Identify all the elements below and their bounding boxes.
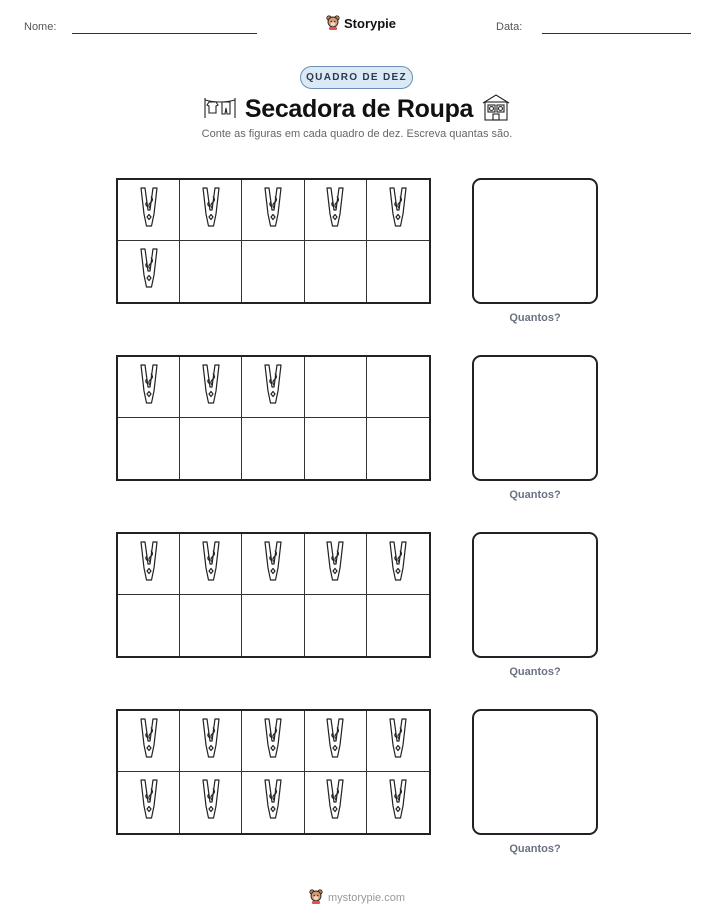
clothespin-icon [200, 540, 222, 589]
clothespin-icon [324, 540, 346, 589]
storypie-bear-footer-icon [309, 888, 323, 907]
ten-frame-cell [367, 241, 429, 302]
date-label: Data: [496, 21, 523, 33]
ten-frame-cell [305, 357, 367, 418]
ten-frame-cell [242, 241, 304, 302]
date-line[interactable] [542, 33, 691, 34]
answer-box-2[interactable] [472, 355, 598, 481]
ten-frame-cell [118, 357, 180, 418]
clothespin-icon [138, 540, 160, 589]
title-row [0, 92, 714, 126]
ten-frame-3 [116, 532, 431, 658]
instructions: Conte as figuras em cada quadro de dez. Escreva quantas são. [201, 128, 513, 140]
quantos-label-2: Quantos? [509, 489, 561, 501]
ten-frame-cell [305, 180, 367, 241]
page-title: Secadora de Roupa [244, 94, 474, 123]
ten-frame-cell [305, 418, 367, 479]
ten-frame-cell [242, 534, 304, 595]
ten-frame-cell [180, 357, 242, 418]
worksheet-type-badge: QUADRO DE DEZ [300, 66, 413, 89]
storypie-bear-logo-icon [326, 14, 340, 33]
clothespin-icon [138, 247, 160, 296]
ten-frame-cell [242, 357, 304, 418]
ten-frame-cell [180, 534, 242, 595]
ten-frame-cell [367, 711, 429, 772]
ten-frame-cell [118, 772, 180, 833]
ten-frame-cell [242, 711, 304, 772]
ten-frame-cell [242, 418, 304, 479]
answer-box-1[interactable] [472, 178, 598, 304]
quantos-label-3: Quantos? [509, 666, 561, 678]
ten-frame-cell [305, 241, 367, 302]
ten-frame-cell [180, 772, 242, 833]
name-line[interactable] [72, 33, 257, 34]
ten-frame-cell [180, 711, 242, 772]
brand-logo [326, 14, 396, 33]
name-label: Nome: [24, 21, 57, 33]
laundromat-icon [481, 93, 511, 126]
ten-frame-cell [180, 595, 242, 656]
clothespin-icon [324, 186, 346, 235]
ten-frame-cell [118, 711, 180, 772]
clothespin-icon [200, 363, 222, 412]
ten-frame-cell [180, 241, 242, 302]
clothespin-icon [324, 778, 346, 827]
ten-frame-cell [242, 772, 304, 833]
clothespin-icon [262, 540, 284, 589]
clothespin-icon [200, 717, 222, 766]
quantos-label-1: Quantos? [509, 312, 561, 324]
ten-frame-cell [242, 180, 304, 241]
clothespin-icon [138, 778, 160, 827]
ten-frame-cell [180, 180, 242, 241]
footer-url: mystorypie.com [327, 891, 406, 904]
brand-name: Storypie [344, 16, 397, 31]
footer [0, 888, 714, 907]
ten-frame-cell [118, 241, 180, 302]
clothespin-icon [262, 717, 284, 766]
clothespin-icon [138, 186, 160, 235]
ten-frame-cell [367, 418, 429, 479]
clothespin-icon [138, 363, 160, 412]
ten-frame-cell [367, 534, 429, 595]
ten-frame-cell [305, 772, 367, 833]
clothespin-icon [262, 186, 284, 235]
ten-frame-cell [118, 180, 180, 241]
clothespin-icon [262, 778, 284, 827]
answer-box-4[interactable] [472, 709, 598, 835]
clothespin-icon [138, 717, 160, 766]
clothespin-icon [387, 186, 409, 235]
ten-frame-cell [367, 595, 429, 656]
ten-frame-cell [242, 595, 304, 656]
clothespin-icon [200, 186, 222, 235]
ten-frame-1 [116, 178, 431, 304]
ten-frame-cell [367, 357, 429, 418]
ten-frame-cell [180, 418, 242, 479]
answer-box-3[interactable] [472, 532, 598, 658]
clothespin-icon [387, 540, 409, 589]
ten-frame-cell [118, 418, 180, 479]
ten-frame-2 [116, 355, 431, 481]
clothespin-icon [324, 717, 346, 766]
ten-frame-cell [305, 711, 367, 772]
ten-frame-cell [118, 534, 180, 595]
clothesline-icon [203, 95, 237, 124]
clothespin-icon [200, 778, 222, 827]
clothespin-icon [387, 717, 409, 766]
clothespin-icon [262, 363, 284, 412]
ten-frame-cell [367, 180, 429, 241]
clothespin-icon [387, 778, 409, 827]
quantos-label-4: Quantos? [509, 843, 561, 855]
ten-frame-cell [118, 595, 180, 656]
ten-frame-4 [116, 709, 431, 835]
ten-frame-cell [367, 772, 429, 833]
ten-frame-cell [305, 595, 367, 656]
ten-frame-cell [305, 534, 367, 595]
